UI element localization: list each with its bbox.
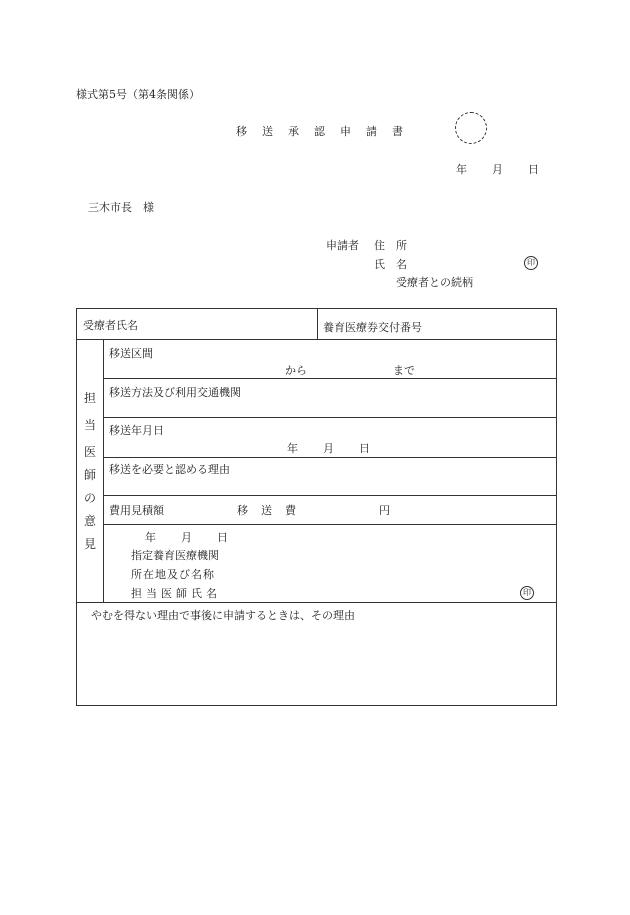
header-divider bbox=[317, 309, 318, 339]
row-line bbox=[103, 524, 556, 525]
date-year-label: 年 bbox=[456, 163, 467, 176]
late-reason-row-line bbox=[77, 602, 556, 603]
estimate-label: 費用見積額 bbox=[109, 504, 164, 517]
doctor-opinion-char: 当 bbox=[83, 418, 96, 432]
transport-date-day: 日 bbox=[359, 442, 370, 455]
to-label: まで bbox=[393, 364, 415, 377]
transport-date-month: 月 bbox=[323, 442, 334, 455]
sign-date-year: 年 bbox=[145, 531, 156, 544]
late-reason-label: やむを得ない理由で事後に申請するときは、その理由 bbox=[91, 609, 355, 622]
doctor-opinion-char: 意 bbox=[83, 514, 96, 528]
location-label: 所在地及び名称 bbox=[131, 568, 215, 581]
transport-cost-label: 移 送 費 bbox=[237, 504, 297, 517]
doctor-seal-icon: 印 bbox=[520, 586, 534, 600]
from-label: から bbox=[285, 364, 307, 377]
row-line bbox=[103, 417, 556, 418]
applicant-name-label: 氏 名 bbox=[374, 258, 407, 271]
transport-date-year: 年 bbox=[287, 442, 298, 455]
row-line bbox=[103, 457, 556, 458]
institution-label: 指定養育医療機関 bbox=[131, 549, 219, 562]
doctor-name-label: 担当医師氏名 bbox=[131, 587, 221, 600]
transport-section-label: 移送区間 bbox=[109, 347, 153, 360]
doctor-opinion-char: 医 bbox=[83, 445, 96, 459]
voucher-number-label: 養育医療券交付番号 bbox=[323, 321, 422, 334]
doctor-opinion-char: 師 bbox=[83, 468, 96, 482]
doctor-opinion-char: 担 bbox=[83, 391, 96, 405]
header-row-line bbox=[77, 339, 556, 340]
transport-date-label: 移送年月日 bbox=[109, 424, 164, 437]
doctor-opinion-char: の bbox=[83, 491, 96, 505]
application-form-table bbox=[76, 308, 557, 706]
applicant-address-label: 住 所 bbox=[374, 239, 407, 252]
sign-date-day: 日 bbox=[217, 531, 228, 544]
applicant-label: 申請者 bbox=[326, 239, 359, 252]
patient-name-label: 受療者氏名 bbox=[83, 319, 138, 332]
yen-label: 円 bbox=[379, 504, 390, 517]
applicant-seal-icon: 印 bbox=[524, 256, 538, 270]
addressee: 三木市長 様 bbox=[88, 201, 154, 214]
row-line bbox=[103, 378, 556, 379]
applicant-relation-label: 受療者との続柄 bbox=[396, 276, 473, 289]
doctor-opinion-char: 見 bbox=[83, 537, 96, 551]
date-month-label: 月 bbox=[492, 163, 503, 176]
form-number: 様式第5号（第4条関係） bbox=[76, 88, 200, 101]
reason-label: 移送を必要と認める理由 bbox=[109, 463, 230, 476]
date-day-label: 日 bbox=[528, 163, 539, 176]
sign-date-month: 月 bbox=[181, 531, 192, 544]
page-title: 移 送 承 認 申 請 書 bbox=[236, 125, 405, 138]
row-line bbox=[103, 495, 556, 496]
receipt-stamp-circle bbox=[455, 112, 487, 144]
method-label: 移送方法及び利用交通機関 bbox=[109, 386, 241, 399]
